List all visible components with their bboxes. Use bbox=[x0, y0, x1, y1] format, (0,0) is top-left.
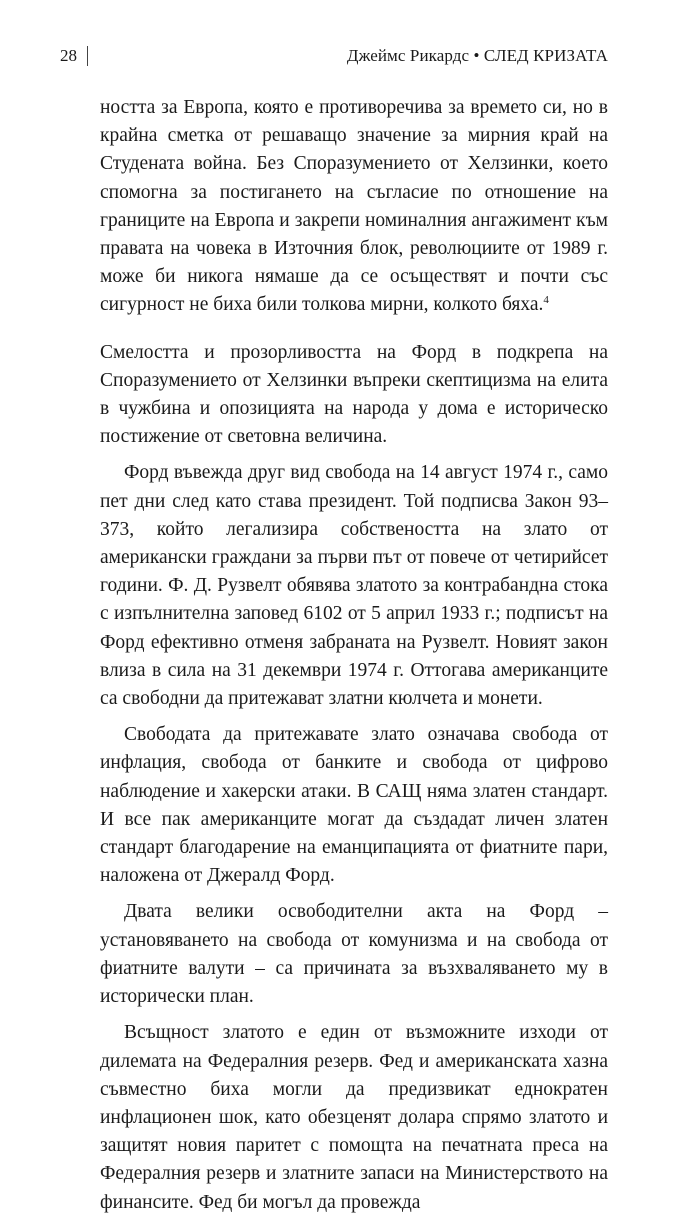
page-number: 28 bbox=[60, 46, 77, 65]
paragraph: Форд въвежда друг вид свобода на 14 август 1974 г., само пет дни след като става президент. Той подписва Закон 93–373, който легализира собствеността на злато от американски граждани за първи път от повече от четирийсет години. Ф. Д. Рузвелт обявява златото за контрабандна стока с изпълнителна заповед 6102 от 5 април 1933 г.; подписът на Форд ефективно отменя забраната на Рузвелт. Новият закон влиза в сила на 31 декември 1974 г. Оттогава американците са свободни да притежават златни кюлчета и монети. bbox=[100, 462, 608, 710]
paragraph: Двата велики освободителни акта на Форд – установяването на свобода от комунизма и на свобода от фиатните валути – са причината за възхваляването му в исторически план. bbox=[100, 901, 608, 1008]
page-body bbox=[100, 94, 608, 1217]
block-quote bbox=[100, 94, 608, 320]
header-divider bbox=[87, 46, 88, 66]
paragraph: Смелостта и прозорливостта на Форд в подкрепа на Споразумението от Хелзинки въпреки скептицизма на елита в чужбина и опозицията на народа у дома е историческо постижение от световна величина. bbox=[100, 341, 608, 448]
block-quote-text: ността за Европа, която е противоречива за времето си, но в крайна сметка от решаващо значение за мирния край на Студената война. Без Споразумението от Хелзинки, което спомогна за постигането на съгласие по отношение на границите на Европа и закрепи номиналния ангажимент към правата на човека в Източния блок, революциите от 1989 г. може би никога нямаше да се осъществят и почти със сигурност не биха били толкова мирни, колкото бяха. bbox=[100, 97, 608, 316]
page-header bbox=[60, 44, 608, 68]
running-head: Джеймс Рикардс • СЛЕД КРИЗАТА bbox=[346, 46, 608, 65]
paragraph: Свободата да притежавате злато означава свобода от инфлация, свобода от банките и свобода от цифрово наблюдение и хакерски атаки. В САЩ няма златен стандарт. И все пак американците могат да създадат личен златен стандарт благодарение на еманципацията от фиатните пари, наложена от Джералд Форд. bbox=[100, 724, 608, 887]
footnote-reference: 4 bbox=[543, 294, 549, 307]
paragraph: Всъщност златото е един от възможните изходи от дилемата на Федералния резерв. Фед и американската хазна съвместно биха могли да предизвикат еднократен инфлационен шок, като обезценят долара спрямо златото и защитят новия паритет с помощта на печатната преса на Федералния резерв и златните запаси на Министерството на финансите. Фед би могъл да провежда bbox=[100, 1022, 608, 1213]
